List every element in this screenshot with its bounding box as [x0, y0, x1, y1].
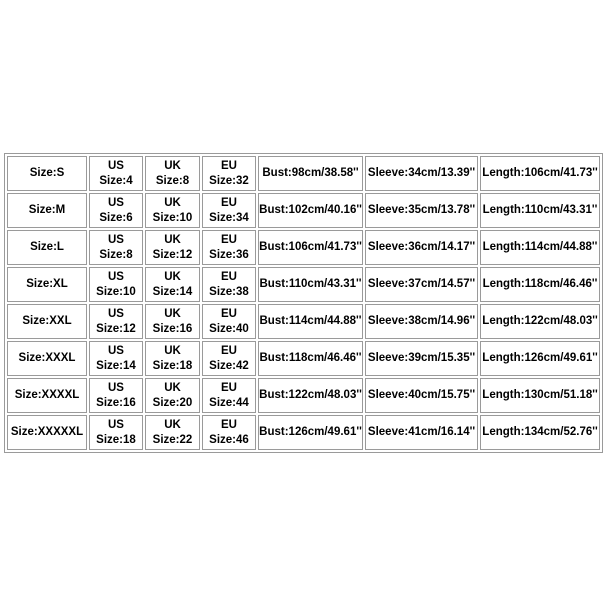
- size-cell: Size:XXXXXL: [7, 415, 87, 450]
- sleeve-cell: Sleeve:36cm/14.17'': [365, 230, 478, 265]
- table-row: [7, 156, 600, 191]
- eu-label: EU: [221, 196, 237, 209]
- size-cell: Size:XXL: [7, 304, 87, 339]
- sleeve-cell: Sleeve:37cm/14.57'': [365, 267, 478, 302]
- bust-cell: Bust:122cm/48.03'': [258, 378, 363, 413]
- eu-size-cell: [202, 304, 256, 339]
- length-cell: Length:110cm/43.31'': [480, 193, 600, 228]
- size-cell: Size:XXXL: [7, 341, 87, 376]
- us-label: US: [108, 159, 124, 172]
- uk-label: UK: [164, 233, 181, 246]
- table-row: [7, 230, 600, 265]
- bust-cell: Bust:102cm/40.16'': [258, 193, 363, 228]
- us-size-cell: [89, 193, 143, 228]
- length-cell: Length:106cm/41.73'': [480, 156, 600, 191]
- uk-size-cell: [145, 341, 200, 376]
- us-size-cell: [89, 156, 143, 191]
- uk-size-value: Size:14: [152, 285, 193, 298]
- uk-size-cell: [145, 267, 200, 302]
- us-size-cell: [89, 378, 143, 413]
- us-label: US: [108, 418, 124, 431]
- us-size-value: Size:10: [96, 285, 136, 298]
- table-row: [7, 341, 600, 376]
- eu-size-cell: [202, 341, 256, 376]
- uk-label: UK: [164, 307, 181, 320]
- uk-size-value: Size:22: [152, 433, 193, 446]
- eu-label: EU: [221, 344, 237, 357]
- uk-size-value: Size:12: [152, 248, 193, 261]
- us-label: US: [108, 233, 124, 246]
- table-row: [7, 415, 600, 450]
- us-label: US: [108, 270, 124, 283]
- table-row: [7, 378, 600, 413]
- eu-size-value: Size:32: [209, 174, 249, 187]
- eu-label: EU: [221, 270, 237, 283]
- uk-label: UK: [164, 270, 181, 283]
- eu-label: EU: [221, 381, 237, 394]
- size-cell: Size:S: [7, 156, 87, 191]
- us-size-value: Size:4: [99, 174, 133, 187]
- table-row: [7, 267, 600, 302]
- us-label: US: [108, 344, 124, 357]
- size-cell: Size:L: [7, 230, 87, 265]
- eu-size-cell: [202, 267, 256, 302]
- eu-size-cell: [202, 230, 256, 265]
- eu-size-cell: [202, 415, 256, 450]
- uk-label: UK: [164, 344, 181, 357]
- sleeve-cell: Sleeve:34cm/13.39'': [365, 156, 478, 191]
- length-cell: Length:134cm/52.76'': [480, 415, 600, 450]
- eu-size-value: Size:40: [209, 322, 249, 335]
- uk-label: UK: [164, 159, 181, 172]
- us-size-cell: [89, 341, 143, 376]
- uk-size-cell: [145, 193, 200, 228]
- us-size-cell: [89, 230, 143, 265]
- us-size-value: Size:12: [96, 322, 136, 335]
- length-cell: Length:130cm/51.18'': [480, 378, 600, 413]
- size-cell: Size:XL: [7, 267, 87, 302]
- eu-size-value: Size:46: [209, 433, 249, 446]
- length-cell: Length:122cm/48.03'': [480, 304, 600, 339]
- uk-size-cell: [145, 304, 200, 339]
- sleeve-cell: Sleeve:39cm/15.35'': [365, 341, 478, 376]
- us-size-value: Size:16: [96, 396, 136, 409]
- uk-size-value: Size:20: [152, 396, 193, 409]
- table-row: [7, 304, 600, 339]
- us-size-value: Size:18: [96, 433, 136, 446]
- us-label: US: [108, 307, 124, 320]
- bust-cell: Bust:126cm/49.61'': [258, 415, 363, 450]
- bust-cell: Bust:110cm/43.31'': [258, 267, 363, 302]
- uk-size-cell: [145, 415, 200, 450]
- bust-cell: Bust:118cm/46.46'': [258, 341, 363, 376]
- uk-label: UK: [164, 418, 181, 431]
- bust-cell: Bust:106cm/41.73'': [258, 230, 363, 265]
- sleeve-cell: Sleeve:38cm/14.96'': [365, 304, 478, 339]
- size-chart-table: [4, 153, 603, 453]
- us-label: US: [108, 381, 124, 394]
- uk-size-cell: [145, 156, 200, 191]
- eu-size-value: Size:38: [209, 285, 249, 298]
- sleeve-cell: Sleeve:35cm/13.78'': [365, 193, 478, 228]
- uk-size-value: Size:10: [152, 211, 193, 224]
- eu-size-value: Size:44: [209, 396, 249, 409]
- us-size-value: Size:6: [99, 211, 133, 224]
- uk-label: UK: [164, 381, 181, 394]
- bust-cell: Bust:98cm/38.58'': [258, 156, 363, 191]
- length-cell: Length:114cm/44.88'': [480, 230, 600, 265]
- us-size-cell: [89, 304, 143, 339]
- size-cell: Size:M: [7, 193, 87, 228]
- uk-size-value: Size:18: [152, 359, 193, 372]
- uk-size-value: Size:8: [155, 174, 190, 187]
- sleeve-cell: Sleeve:41cm/16.14'': [365, 415, 478, 450]
- table-row: [7, 193, 600, 228]
- eu-label: EU: [221, 159, 237, 172]
- us-size-value: Size:8: [99, 248, 133, 261]
- length-cell: Length:126cm/49.61'': [480, 341, 600, 376]
- uk-size-cell: [145, 378, 200, 413]
- eu-size-cell: [202, 156, 256, 191]
- eu-label: EU: [221, 307, 237, 320]
- uk-label: UK: [164, 196, 181, 209]
- eu-label: EU: [221, 233, 237, 246]
- eu-size-value: Size:34: [209, 211, 249, 224]
- uk-size-cell: [145, 230, 200, 265]
- eu-size-cell: [202, 378, 256, 413]
- size-cell: Size:XXXXL: [7, 378, 87, 413]
- us-size-value: Size:14: [96, 359, 136, 372]
- size-chart-body: [7, 156, 600, 450]
- us-size-cell: [89, 415, 143, 450]
- eu-size-value: Size:42: [209, 359, 249, 372]
- eu-size-cell: [202, 193, 256, 228]
- eu-label: EU: [221, 418, 237, 431]
- us-label: US: [108, 196, 124, 209]
- sleeve-cell: Sleeve:40cm/15.75'': [365, 378, 478, 413]
- eu-size-value: Size:36: [209, 248, 249, 261]
- bust-cell: Bust:114cm/44.88'': [258, 304, 363, 339]
- length-cell: Length:118cm/46.46'': [480, 267, 600, 302]
- us-size-cell: [89, 267, 143, 302]
- uk-size-value: Size:16: [152, 322, 193, 335]
